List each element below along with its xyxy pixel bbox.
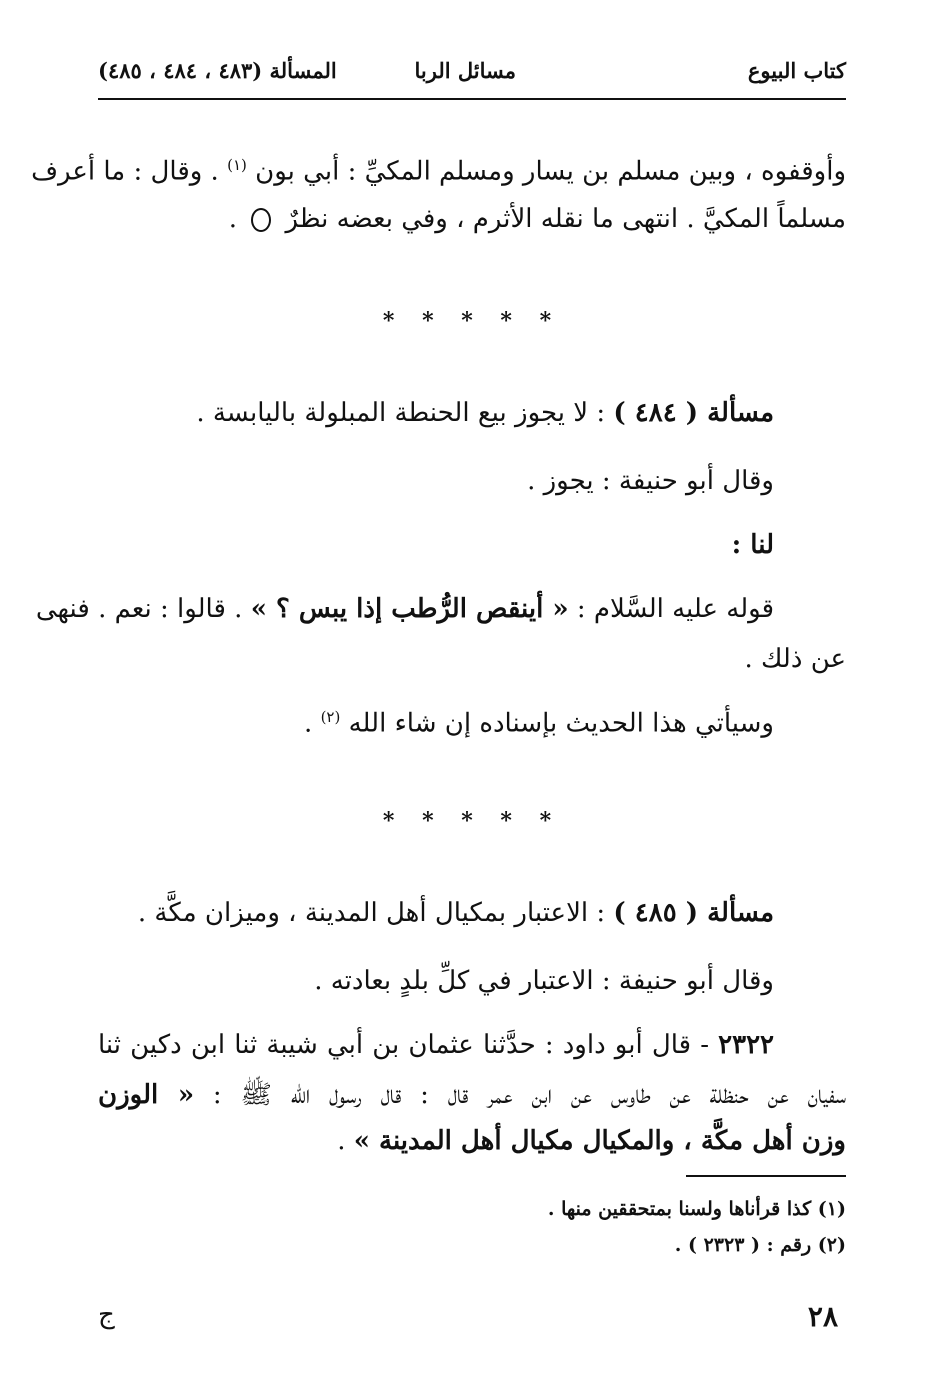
issue-485-statement: : الاعتبار بمكيال أهل المدينة ، وميزان مكَّة . (137, 898, 606, 928)
footnote-divider (686, 1175, 846, 1177)
footnote-ref-2: (٢) (320, 708, 341, 726)
hadith-2322-line-1: ٢٣٢٢ - قال أبو داود : حدَّثنا عثمان بن أبي شيبة ثنا ابن دكين ثنا (98, 1030, 774, 1060)
issue-485-heading (98, 898, 774, 928)
issue-484-cross-reference: وسيأتي هذا الحديث بإسناده إن شاء الله $^{(٢)}$ . (304, 708, 774, 739)
book-page (31, 0, 847, 1389)
intro-line-2: مسلماً المكيَّ . انتهى ما نقله الأثرم ، وفي بعضه نظرٌ . (228, 204, 846, 234)
hadith-2322-line-3: وزن أهل مكَّة ، والمكيال مكيال أهل المدينة » . (337, 1126, 846, 1156)
header-divider (98, 98, 846, 100)
signature-mark: ج (98, 1300, 115, 1330)
section-separator-2: * * * * * (382, 808, 562, 834)
footnote-1: (١) كذا قرأناها ولسنا بمتحققين منها . (547, 1198, 846, 1220)
footnote-2: (٢) رقم : ( ٢٣٢٣ ) . (674, 1234, 846, 1256)
issue-484-heading (98, 398, 774, 428)
issue-485-abu-hanifa: وقال أبو حنيفة : الاعتبار في كلِّ بلدٍ بعادته . (314, 966, 774, 996)
issue-484-evidence-line-1: قوله عليه السَّلام : « أينقص الرُّطب إذا يبس ؟ » . قالوا : نعم . فنهى (35, 594, 774, 624)
header-chapter-title: مسائل الربا (414, 58, 516, 83)
running-header (98, 58, 846, 92)
section-end-circle-icon (251, 208, 271, 232)
section-separator: * * * * * (382, 308, 562, 334)
issue-484-abu-hanifa: وقال أبو حنيفة : يجوز . (527, 466, 774, 496)
hadith-2322-line-2: سفيان عن حنظلة عن طاوس عن ابن عمر قال : قال رسول الله ﷺ : « الوزن (98, 1080, 847, 1110)
intro-line-1: وأوقفوه ، وبين مسلم بن يسار ومسلم المكيِّ : أبي بون $^{(١)}$ . وقال : ما أعرف (31, 156, 846, 187)
issue-484-title: مسألة ( ٤٨٤ ) (613, 398, 774, 428)
header-issue-numbers: المسألة (٤٨٣ ، ٤٨٤ ، ٤٨٥) (98, 58, 337, 83)
header-book-title: كتاب البيوع (747, 58, 846, 83)
issue-484-statement: : لا يجوز بيع الحنطة المبلولة باليابسة . (196, 398, 606, 428)
hadith-number: ٢٣٢٢ (718, 1030, 774, 1060)
footnote-ref-1: (١) (227, 156, 247, 174)
issue-484-lana: لنا : (731, 530, 774, 560)
issue-484-evidence-line-2: عن ذلك . (744, 644, 846, 674)
hadith-text: « أينقص الرُّطب إذا يبس ؟ » (250, 594, 569, 624)
page-number: ٢٨ (807, 1300, 838, 1333)
issue-485-title: مسألة ( ٤٨٥ ) (613, 898, 774, 928)
